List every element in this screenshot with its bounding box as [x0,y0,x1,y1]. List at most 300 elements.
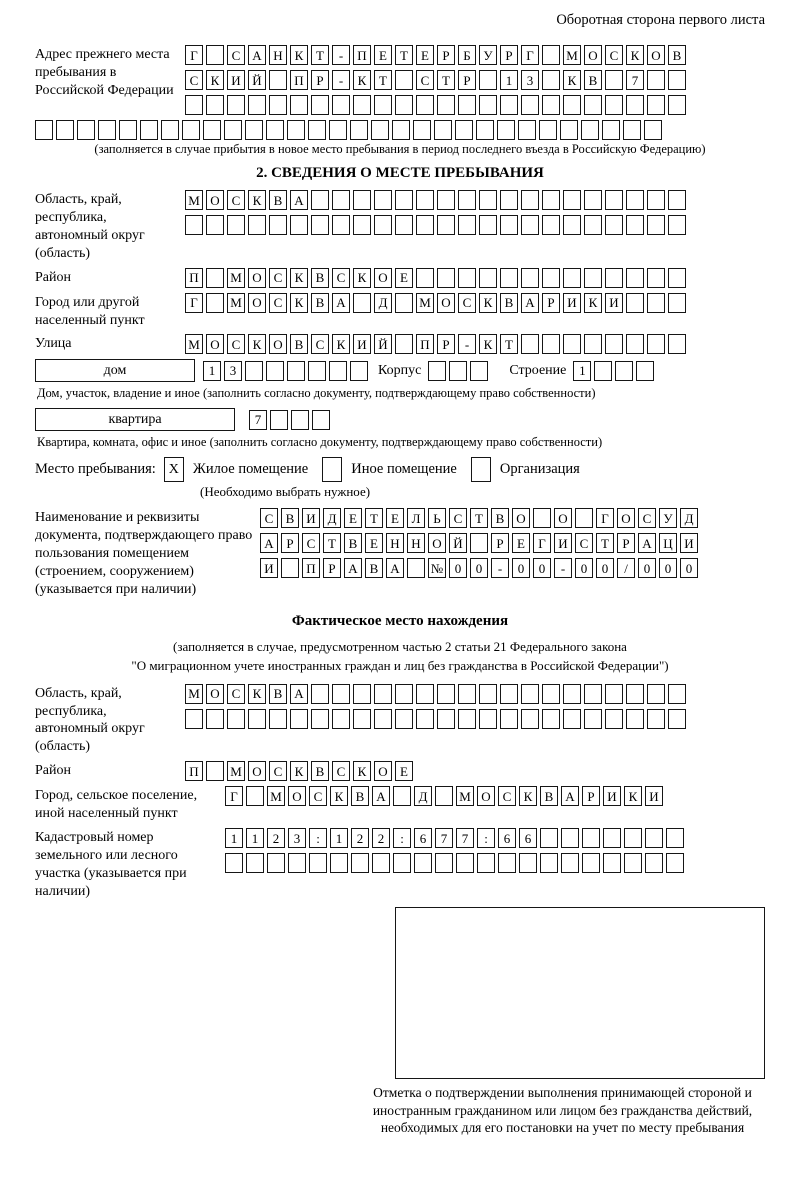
char-cell[interactable] [647,190,665,210]
char-cell[interactable] [542,215,560,235]
char-cell[interactable] [330,853,348,873]
char-cell[interactable] [332,190,350,210]
char-cell[interactable]: С [309,786,327,806]
char-cell[interactable]: М [185,190,203,210]
char-cell[interactable] [248,709,266,729]
char-cell[interactable] [581,120,599,140]
char-cell[interactable]: 2 [351,828,369,848]
char-cell[interactable]: Е [395,268,413,288]
char-cell[interactable]: С [332,268,350,288]
char-cell[interactable] [626,215,644,235]
char-cell[interactable] [206,215,224,235]
char-cell[interactable] [449,361,467,381]
char-cell[interactable]: М [185,684,203,704]
char-cell[interactable] [540,853,558,873]
char-cell[interactable] [206,761,224,781]
char-cell[interactable] [542,684,560,704]
char-cell[interactable]: 0 [533,558,551,578]
char-cell[interactable] [605,190,623,210]
char-cell[interactable]: Г [225,786,243,806]
char-cell[interactable]: Р [323,558,341,578]
char-cell[interactable] [479,684,497,704]
char-cell[interactable] [374,684,392,704]
char-cell[interactable] [248,215,266,235]
char-cell[interactable] [647,215,665,235]
char-cell[interactable] [626,709,644,729]
char-cell[interactable]: М [227,268,245,288]
char-cell[interactable] [479,190,497,210]
char-cell[interactable] [521,684,539,704]
char-cell[interactable]: Н [386,533,404,553]
char-cell[interactable] [626,190,644,210]
char-cell[interactable]: К [248,334,266,354]
char-cell[interactable] [626,334,644,354]
char-cell[interactable] [521,268,539,288]
char-cell[interactable] [225,853,243,873]
char-cell[interactable] [311,215,329,235]
char-cell[interactable]: В [351,786,369,806]
char-cell[interactable] [603,828,621,848]
char-cell[interactable] [563,268,581,288]
char-cell[interactable]: Е [365,533,383,553]
char-cell[interactable] [542,268,560,288]
char-cell[interactable]: Н [269,45,287,65]
char-cell[interactable] [353,215,371,235]
char-cell[interactable] [392,120,410,140]
char-cell[interactable] [521,215,539,235]
char-cell[interactable]: А [561,786,579,806]
char-cell[interactable] [329,361,347,381]
char-cell[interactable] [437,709,455,729]
char-cell[interactable]: К [626,45,644,65]
char-cell[interactable] [374,709,392,729]
char-cell[interactable]: С [458,293,476,313]
char-cell[interactable]: С [227,684,245,704]
char-cell[interactable] [269,95,287,115]
char-cell[interactable] [582,853,600,873]
char-cell[interactable]: 1 [500,70,518,90]
char-cell[interactable]: В [290,334,308,354]
char-cell[interactable] [584,268,602,288]
char-cell[interactable] [407,558,425,578]
char-cell[interactable] [311,95,329,115]
char-cell[interactable]: - [491,558,509,578]
char-cell[interactable] [615,361,633,381]
char-cell[interactable]: О [584,45,602,65]
char-cell[interactable]: А [290,684,308,704]
char-cell[interactable]: П [302,558,320,578]
char-cell[interactable]: Г [185,293,203,313]
char-cell[interactable]: И [302,508,320,528]
char-cell[interactable] [605,334,623,354]
char-cell[interactable]: Т [500,334,518,354]
char-cell[interactable]: В [269,190,287,210]
char-cell[interactable] [594,361,612,381]
char-cell[interactable]: 7 [435,828,453,848]
char-cell[interactable]: Й [374,334,392,354]
char-cell[interactable] [479,709,497,729]
char-cell[interactable] [290,95,308,115]
char-cell[interactable] [584,709,602,729]
char-cell[interactable]: М [227,761,245,781]
char-cell[interactable]: О [554,508,572,528]
char-cell[interactable]: О [248,761,266,781]
char-cell[interactable]: О [206,334,224,354]
char-cell[interactable] [395,70,413,90]
char-cell[interactable] [500,684,518,704]
char-cell[interactable]: А [260,533,278,553]
char-cell[interactable] [584,95,602,115]
char-cell[interactable]: Е [386,508,404,528]
char-cell[interactable] [245,361,263,381]
char-cell[interactable]: О [206,190,224,210]
char-cell[interactable] [479,95,497,115]
char-cell[interactable]: 3 [521,70,539,90]
checkbox-other-premises[interactable] [322,457,342,482]
char-cell[interactable]: И [605,293,623,313]
char-cell[interactable]: О [437,293,455,313]
char-cell[interactable] [476,120,494,140]
char-cell[interactable]: С [311,334,329,354]
char-cell[interactable] [560,120,578,140]
char-cell[interactable]: О [428,533,446,553]
char-cell[interactable]: Р [582,786,600,806]
char-cell[interactable] [350,120,368,140]
char-cell[interactable] [668,70,686,90]
char-cell[interactable]: К [519,786,537,806]
char-cell[interactable]: М [416,293,434,313]
char-cell[interactable]: С [227,190,245,210]
char-cell[interactable] [605,268,623,288]
char-cell[interactable] [624,853,642,873]
char-cell[interactable]: Т [311,45,329,65]
char-cell[interactable] [332,95,350,115]
char-cell[interactable] [666,853,684,873]
char-cell[interactable]: Р [281,533,299,553]
char-cell[interactable] [281,558,299,578]
char-cell[interactable]: О [647,45,665,65]
char-cell[interactable] [458,268,476,288]
char-cell[interactable] [435,853,453,873]
char-cell[interactable] [266,120,284,140]
char-cell[interactable] [329,120,347,140]
char-cell[interactable]: И [645,786,663,806]
char-cell[interactable]: К [479,293,497,313]
char-cell[interactable]: А [638,533,656,553]
char-cell[interactable] [56,120,74,140]
char-cell[interactable] [416,684,434,704]
char-cell[interactable]: 1 [203,361,221,381]
char-cell[interactable]: 0 [449,558,467,578]
char-cell[interactable]: П [416,334,434,354]
char-cell[interactable] [500,709,518,729]
char-cell[interactable] [500,268,518,288]
char-cell[interactable] [395,684,413,704]
char-cell[interactable] [224,120,242,140]
char-cell[interactable]: Л [407,508,425,528]
char-cell[interactable] [393,786,411,806]
char-cell[interactable] [290,709,308,729]
char-cell[interactable]: О [288,786,306,806]
char-cell[interactable] [332,684,350,704]
char-cell[interactable] [98,120,116,140]
char-cell[interactable]: А [386,558,404,578]
char-cell[interactable] [227,95,245,115]
char-cell[interactable]: 6 [498,828,516,848]
char-cell[interactable] [518,120,536,140]
char-cell[interactable]: О [617,508,635,528]
char-cell[interactable]: 2 [267,828,285,848]
char-cell[interactable]: К [353,761,371,781]
char-cell[interactable]: А [372,786,390,806]
char-cell[interactable] [563,95,581,115]
char-cell[interactable] [374,190,392,210]
char-cell[interactable] [542,45,560,65]
char-cell[interactable] [668,95,686,115]
char-cell[interactable] [521,190,539,210]
char-cell[interactable] [563,190,581,210]
char-cell[interactable] [542,709,560,729]
char-cell[interactable] [416,190,434,210]
char-cell[interactable] [182,120,200,140]
char-cell[interactable]: С [449,508,467,528]
char-cell[interactable] [332,709,350,729]
char-cell[interactable] [416,709,434,729]
char-cell[interactable]: 1 [225,828,243,848]
char-cell[interactable] [455,120,473,140]
char-cell[interactable] [668,190,686,210]
char-cell[interactable]: П [353,45,371,65]
char-cell[interactable]: А [332,293,350,313]
char-cell[interactable] [77,120,95,140]
char-cell[interactable] [311,684,329,704]
char-cell[interactable]: С [260,508,278,528]
char-cell[interactable] [353,190,371,210]
char-cell[interactable] [372,853,390,873]
char-cell[interactable]: С [605,45,623,65]
char-cell[interactable] [312,410,330,430]
char-cell[interactable] [584,215,602,235]
char-cell[interactable]: В [668,45,686,65]
char-cell[interactable]: О [269,334,287,354]
char-cell[interactable]: А [521,293,539,313]
char-cell[interactable] [668,684,686,704]
char-cell[interactable] [521,334,539,354]
char-cell[interactable]: К [290,45,308,65]
char-cell[interactable]: В [540,786,558,806]
char-cell[interactable] [185,95,203,115]
char-cell[interactable]: И [260,558,278,578]
char-cell[interactable] [500,190,518,210]
char-cell[interactable] [575,508,593,528]
char-cell[interactable] [269,709,287,729]
char-cell[interactable]: В [500,293,518,313]
char-cell[interactable] [668,293,686,313]
char-cell[interactable]: - [458,334,476,354]
char-cell[interactable] [311,709,329,729]
char-cell[interactable]: Т [395,45,413,65]
char-cell[interactable] [206,293,224,313]
char-cell[interactable]: Т [470,508,488,528]
char-cell[interactable]: 1 [330,828,348,848]
char-cell[interactable] [668,709,686,729]
char-cell[interactable]: К [290,293,308,313]
char-cell[interactable] [479,215,497,235]
char-cell[interactable] [470,361,488,381]
char-cell[interactable]: Р [542,293,560,313]
char-cell[interactable]: Н [407,533,425,553]
char-cell[interactable] [458,95,476,115]
char-cell[interactable] [584,334,602,354]
char-cell[interactable]: С [575,533,593,553]
char-cell[interactable] [414,853,432,873]
char-cell[interactable] [437,268,455,288]
char-cell[interactable]: Й [449,533,467,553]
char-cell[interactable] [605,95,623,115]
char-cell[interactable] [497,120,515,140]
char-cell[interactable] [206,709,224,729]
char-cell[interactable] [291,410,309,430]
char-cell[interactable] [647,268,665,288]
char-cell[interactable] [353,293,371,313]
char-cell[interactable] [605,215,623,235]
char-cell[interactable] [605,70,623,90]
char-cell[interactable]: С [269,268,287,288]
char-cell[interactable]: П [185,268,203,288]
char-cell[interactable]: С [269,761,287,781]
char-cell[interactable] [269,70,287,90]
char-cell[interactable]: - [554,558,572,578]
checkbox-organization[interactable] [471,457,491,482]
char-cell[interactable]: Ь [428,508,446,528]
char-cell[interactable]: К [332,334,350,354]
char-cell[interactable] [206,268,224,288]
char-cell[interactable] [332,215,350,235]
char-cell[interactable] [500,95,518,115]
char-cell[interactable] [647,334,665,354]
char-cell[interactable]: К [248,190,266,210]
char-cell[interactable] [393,853,411,873]
char-cell[interactable] [245,120,263,140]
char-cell[interactable] [311,190,329,210]
char-cell[interactable] [437,215,455,235]
char-cell[interactable] [353,95,371,115]
char-cell[interactable]: М [185,334,203,354]
char-cell[interactable]: В [311,268,329,288]
char-cell[interactable] [533,508,551,528]
char-cell[interactable]: В [491,508,509,528]
char-cell[interactable]: 0 [512,558,530,578]
char-cell[interactable] [246,853,264,873]
char-cell[interactable] [647,95,665,115]
char-cell[interactable]: И [353,334,371,354]
checkbox-residential[interactable]: X [164,457,184,482]
char-cell[interactable]: 3 [288,828,306,848]
char-cell[interactable] [288,853,306,873]
char-cell[interactable]: К [206,70,224,90]
char-cell[interactable]: Р [491,533,509,553]
char-cell[interactable] [35,120,53,140]
char-cell[interactable]: И [227,70,245,90]
char-cell[interactable]: П [185,761,203,781]
char-cell[interactable] [647,709,665,729]
char-cell[interactable] [647,684,665,704]
char-cell[interactable] [582,828,600,848]
char-cell[interactable] [605,709,623,729]
char-cell[interactable]: Р [311,70,329,90]
char-cell[interactable] [458,215,476,235]
char-cell[interactable] [602,120,620,140]
char-cell[interactable]: И [563,293,581,313]
char-cell[interactable]: : [393,828,411,848]
char-cell[interactable]: К [290,268,308,288]
char-cell[interactable]: 0 [680,558,698,578]
char-cell[interactable]: 0 [596,558,614,578]
char-cell[interactable]: 7 [626,70,644,90]
char-cell[interactable] [287,361,305,381]
char-cell[interactable]: 0 [659,558,677,578]
char-cell[interactable] [350,361,368,381]
char-cell[interactable]: К [290,761,308,781]
char-cell[interactable]: С [302,533,320,553]
char-cell[interactable]: М [563,45,581,65]
char-cell[interactable]: 1 [573,361,591,381]
char-cell[interactable]: В [311,293,329,313]
char-cell[interactable]: 0 [638,558,656,578]
char-cell[interactable] [185,709,203,729]
char-cell[interactable] [353,709,371,729]
char-cell[interactable]: М [456,786,474,806]
char-cell[interactable] [458,709,476,729]
char-cell[interactable] [647,70,665,90]
char-cell[interactable] [500,215,518,235]
char-cell[interactable]: К [248,684,266,704]
char-cell[interactable]: Т [365,508,383,528]
char-cell[interactable]: К [353,268,371,288]
char-cell[interactable]: С [332,761,350,781]
char-cell[interactable] [437,684,455,704]
char-cell[interactable] [539,120,557,140]
char-cell[interactable]: Д [680,508,698,528]
char-cell[interactable]: 0 [575,558,593,578]
char-cell[interactable] [542,190,560,210]
char-cell[interactable]: Г [533,533,551,553]
char-cell[interactable] [521,709,539,729]
char-cell[interactable] [185,215,203,235]
char-cell[interactable] [561,828,579,848]
char-cell[interactable] [542,95,560,115]
char-cell[interactable] [542,70,560,90]
char-cell[interactable] [540,828,558,848]
char-cell[interactable]: У [479,45,497,65]
char-cell[interactable]: - [332,70,350,90]
char-cell[interactable] [626,293,644,313]
char-cell[interactable]: Ц [659,533,677,553]
char-cell[interactable]: В [311,761,329,781]
char-cell[interactable]: О [512,508,530,528]
char-cell[interactable] [561,853,579,873]
char-cell[interactable]: О [477,786,495,806]
char-cell[interactable]: 2 [372,828,390,848]
char-cell[interactable]: К [584,293,602,313]
char-cell[interactable]: Е [395,761,413,781]
char-cell[interactable]: 7 [249,410,267,430]
char-cell[interactable]: В [344,533,362,553]
char-cell[interactable] [584,684,602,704]
char-cell[interactable]: Г [596,508,614,528]
char-cell[interactable]: С [227,334,245,354]
char-cell[interactable] [374,95,392,115]
